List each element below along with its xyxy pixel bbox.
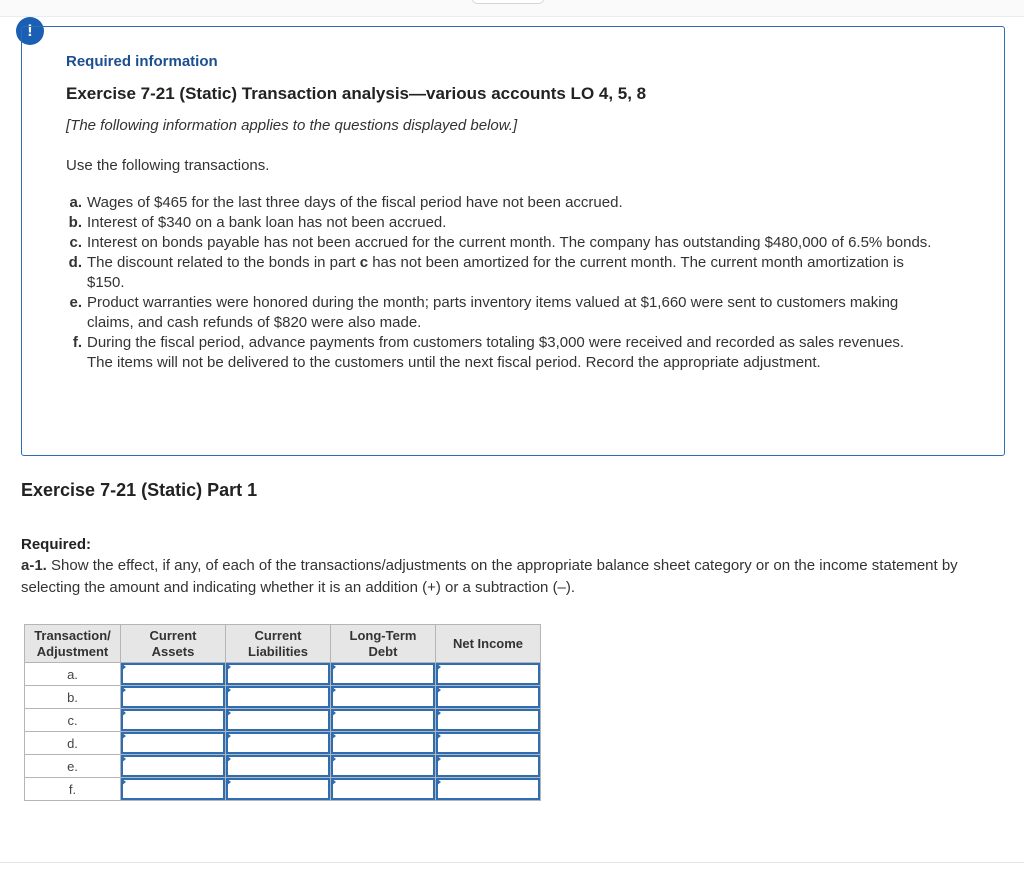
transaction-item-c xyxy=(62,233,932,253)
dropdown-input[interactable] xyxy=(331,732,435,754)
input-cell-current-assets[interactable] xyxy=(121,686,226,709)
transaction-list xyxy=(62,193,932,373)
instruction-prefix: a-1. xyxy=(21,557,47,574)
dropdown-marker-icon xyxy=(331,663,336,671)
transaction-item-a xyxy=(62,193,932,213)
input-cell-current-liabilities[interactable] xyxy=(226,686,331,709)
input-cell-current-assets[interactable] xyxy=(121,663,226,686)
header-current-liabilities xyxy=(226,625,331,663)
table-row xyxy=(25,778,541,801)
header-line: Assets xyxy=(151,643,195,659)
header-line: Debt xyxy=(368,643,398,659)
input-cell-current-assets[interactable] xyxy=(121,778,226,801)
required-information-heading: Required information xyxy=(66,53,218,70)
input-cell-current-liabilities[interactable] xyxy=(226,663,331,686)
dropdown-marker-icon xyxy=(121,778,126,786)
dropdown-input[interactable] xyxy=(331,686,435,708)
table-row xyxy=(25,663,541,686)
header-long-term-debt xyxy=(331,625,436,663)
input-cell-current-liabilities[interactable] xyxy=(226,732,331,755)
input-cell-current-assets[interactable] xyxy=(121,709,226,732)
dropdown-marker-icon xyxy=(436,755,441,763)
input-cell-current-assets[interactable] xyxy=(121,755,226,778)
transaction-text: Wages of $465 for the last three days of the fiscal period have not been accrued. xyxy=(87,194,623,211)
part-title: Exercise 7-21 (Static) Part 1 xyxy=(21,480,258,500)
header-line: Adjustment xyxy=(36,643,109,659)
answer-table xyxy=(24,624,541,801)
dropdown-marker-icon xyxy=(226,663,231,671)
dropdown-marker-icon xyxy=(436,686,441,694)
input-cell-current-liabilities[interactable] xyxy=(226,709,331,732)
row-label: c. xyxy=(25,709,121,732)
dropdown-input[interactable] xyxy=(226,686,330,708)
table-header-row xyxy=(25,625,541,663)
transaction-text-before: The discount related to the bonds in part xyxy=(87,254,360,271)
transaction-item-b xyxy=(62,213,932,233)
dropdown-marker-icon xyxy=(436,709,441,717)
table-row xyxy=(25,755,541,778)
input-cell-net-income[interactable] xyxy=(436,663,541,686)
transaction-item-e xyxy=(62,293,932,333)
dropdown-marker-icon xyxy=(436,778,441,786)
row-label: d. xyxy=(25,732,121,755)
dropdown-marker-icon xyxy=(121,709,126,717)
dropdown-marker-icon xyxy=(331,755,336,763)
dropdown-marker-icon xyxy=(331,709,336,717)
instruction-body: Show the effect, if any, of each of the transactions/adjustments on the appropriate balance sheet category or on the income statement by selecting the amount and indicating whether it is an addition (+) or a subtraction (–). xyxy=(21,557,958,596)
input-cell-long-term-debt[interactable] xyxy=(331,686,436,709)
exercise-title: Exercise 7-21 (Static) Transaction analysis—various accounts LO 4, 5, 8 xyxy=(66,84,647,103)
dropdown-input[interactable] xyxy=(121,709,225,731)
dropdown-input[interactable] xyxy=(331,709,435,731)
header-line: Net Income xyxy=(452,635,524,651)
header-transaction-adjustment xyxy=(25,625,121,663)
dropdown-marker-icon xyxy=(121,663,126,671)
dropdown-input[interactable] xyxy=(436,778,540,800)
dropdown-marker-icon xyxy=(226,755,231,763)
header-net-income xyxy=(436,625,541,663)
input-cell-net-income[interactable] xyxy=(436,755,541,778)
dropdown-input[interactable] xyxy=(436,709,540,731)
dropdown-marker-icon xyxy=(331,686,336,694)
header-line: Long-Term xyxy=(349,627,417,643)
alert-icon: ! xyxy=(16,17,44,45)
input-cell-current-assets[interactable] xyxy=(121,732,226,755)
transaction-text: Product warranties were honored during the month; parts inventory items valued at $1,660 were sent to customers making claims, and cash refunds of $820 were also made. xyxy=(87,294,899,331)
input-cell-current-liabilities[interactable] xyxy=(226,778,331,801)
input-cell-long-term-debt[interactable] xyxy=(331,663,436,686)
dropdown-input[interactable] xyxy=(121,686,225,708)
transaction-letter: c. xyxy=(69,234,82,251)
dropdown-input[interactable] xyxy=(436,732,540,754)
table-body xyxy=(25,663,541,801)
dropdown-input[interactable] xyxy=(436,755,540,777)
dropdown-input[interactable] xyxy=(121,778,225,800)
table-row xyxy=(25,709,541,732)
transaction-letter: a. xyxy=(69,194,82,211)
dropdown-input[interactable] xyxy=(226,732,330,754)
input-cell-net-income[interactable] xyxy=(436,709,541,732)
input-cell-net-income[interactable] xyxy=(436,778,541,801)
dropdown-marker-icon xyxy=(226,709,231,717)
row-label: f. xyxy=(25,778,121,801)
dropdown-marker-icon xyxy=(331,732,336,740)
dropdown-input[interactable] xyxy=(226,778,330,800)
dropdown-input[interactable] xyxy=(226,663,330,685)
dropdown-input[interactable] xyxy=(331,663,435,685)
instruction-text xyxy=(21,555,981,599)
transaction-item-f xyxy=(62,333,932,373)
dropdown-marker-icon xyxy=(121,686,126,694)
transaction-text: Interest on bonds payable has not been accrued for the current month. The company has outstanding $480,000 of 6.5% bonds. xyxy=(87,234,932,251)
dropdown-marker-icon xyxy=(226,732,231,740)
transaction-letter: d. xyxy=(68,254,82,271)
dropdown-input[interactable] xyxy=(121,732,225,754)
dropdown-marker-icon xyxy=(436,732,441,740)
input-cell-net-income[interactable] xyxy=(436,686,541,709)
input-cell-long-term-debt[interactable] xyxy=(331,732,436,755)
row-label: e. xyxy=(25,755,121,778)
dropdown-input[interactable] xyxy=(436,663,540,685)
row-label: a. xyxy=(25,663,121,686)
dropdown-marker-icon xyxy=(331,778,336,786)
dropdown-marker-icon xyxy=(121,755,126,763)
dropdown-input[interactable] xyxy=(331,778,435,800)
required-label: Required: xyxy=(21,536,92,553)
dropdown-input[interactable] xyxy=(331,755,435,777)
transaction-text: Interest of $340 on a bank loan has not been accrued. xyxy=(87,214,447,231)
input-cell-long-term-debt[interactable] xyxy=(331,709,436,732)
header-line: Current xyxy=(149,627,197,643)
header-line: Current xyxy=(254,627,302,643)
dropdown-input[interactable] xyxy=(436,686,540,708)
transaction-text-after: has not been amortized for the current month. The current month amortization is $150. xyxy=(87,254,904,291)
top-tab-handle[interactable] xyxy=(472,0,544,4)
dropdown-marker-icon xyxy=(226,778,231,786)
input-cell-current-liabilities[interactable] xyxy=(226,755,331,778)
input-cell-long-term-debt[interactable] xyxy=(331,755,436,778)
row-label: b. xyxy=(25,686,121,709)
dropdown-input[interactable] xyxy=(226,709,330,731)
table-row xyxy=(25,732,541,755)
transaction-item-d xyxy=(62,253,932,293)
header-line: Transaction/ xyxy=(34,627,111,643)
transaction-letter: e. xyxy=(69,294,82,311)
use-transactions-line: Use the following transactions. xyxy=(66,157,270,174)
dropdown-marker-icon xyxy=(226,686,231,694)
dropdown-marker-icon xyxy=(436,663,441,671)
header-current-assets xyxy=(121,625,226,663)
dropdown-marker-icon xyxy=(121,732,126,740)
dropdown-input[interactable] xyxy=(226,755,330,777)
dropdown-input[interactable] xyxy=(121,663,225,685)
dropdown-input[interactable] xyxy=(121,755,225,777)
transaction-letter: f. xyxy=(72,334,82,351)
header-line: Liabilities xyxy=(248,643,308,659)
applies-note: [The following information applies to the questions displayed below.] xyxy=(66,117,518,134)
input-cell-net-income[interactable] xyxy=(436,732,541,755)
transaction-text: During the fiscal period, advance payments from customers totaling $3,000 were received and recorded as sales revenues. The items will not be delivered to the customers until the next fiscal period. Record the appropriate adjustment. xyxy=(87,334,905,371)
input-cell-long-term-debt[interactable] xyxy=(331,778,436,801)
bottom-divider xyxy=(0,862,1024,863)
table-row xyxy=(25,686,541,709)
transaction-letter: b. xyxy=(68,214,82,231)
transaction-bold-ref: c xyxy=(359,254,369,271)
